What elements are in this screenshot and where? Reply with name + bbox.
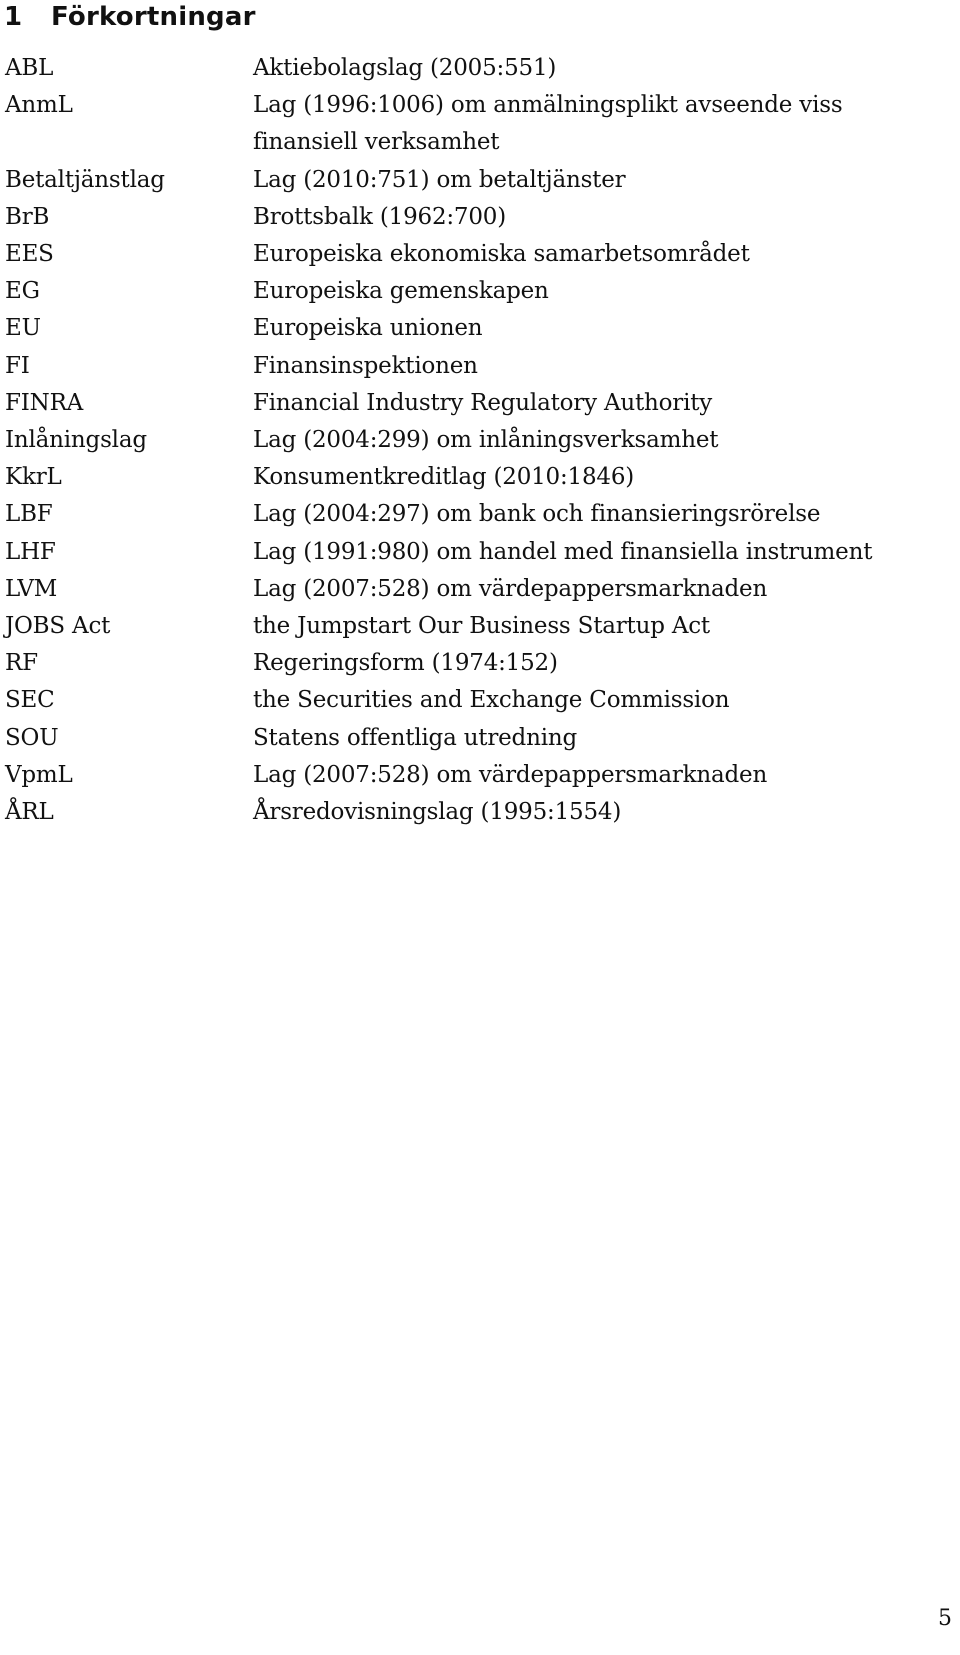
abbreviation-row xyxy=(5,87,935,161)
abbreviation-definition: Europeiska gemenskapen xyxy=(253,278,549,305)
abbreviation-row xyxy=(5,757,935,794)
abbreviation-term: EG xyxy=(5,278,40,305)
abbreviation-row xyxy=(5,720,935,757)
abbreviation-row xyxy=(5,682,935,719)
abbreviation-term: AnmL xyxy=(5,92,73,119)
abbreviation-definition: Lag (2007:528) om värdepappersmarknaden xyxy=(253,761,768,788)
abbreviation-definition: Lag (1996:1006) om anmälningsplikt avseende viss finansiell verksamhet xyxy=(253,92,843,156)
abbreviation-definition: Årsredovisningslag (1995:1554) xyxy=(253,799,622,826)
abbreviation-definition: the Jumpstart Our Business Startup Act xyxy=(253,613,710,640)
abbreviation-row xyxy=(5,236,935,273)
abbreviation-row xyxy=(5,310,935,347)
abbreviation-row xyxy=(5,385,935,422)
abbreviation-term: ÅRL xyxy=(5,799,54,826)
abbreviation-term: VpmL xyxy=(5,761,73,788)
abbreviation-definition: Brottsbalk (1962:700) xyxy=(253,203,507,230)
section-heading xyxy=(0,0,256,34)
abbreviation-definition: Konsumentkreditlag (2010:1846) xyxy=(253,464,635,491)
section-title: Förkortningar xyxy=(51,2,256,32)
abbreviation-definition: Lag (1991:980) om handel med finansiella instrument xyxy=(253,538,873,565)
abbreviation-row xyxy=(5,496,935,533)
abbreviation-definition: Lag (2004:299) om inlåningsverksamhet xyxy=(253,427,719,454)
abbreviation-definition: Lag (2010:751) om betaltjänster xyxy=(253,166,626,193)
abbreviation-row xyxy=(5,534,935,571)
abbreviation-row xyxy=(5,273,935,310)
abbreviation-definition: the Securities and Exchange Commission xyxy=(253,687,730,714)
abbreviation-row xyxy=(5,199,935,236)
abbreviation-term: LBF xyxy=(5,501,53,528)
abbreviation-term: SOU xyxy=(5,724,59,751)
abbreviation-row xyxy=(5,794,935,831)
abbreviation-term: FI xyxy=(5,352,30,379)
abbreviation-term: FINRA xyxy=(5,389,84,416)
abbreviation-definition: Lag (2007:528) om värdepappersmarknaden xyxy=(253,575,768,602)
abbreviation-term: EU xyxy=(5,315,41,342)
abbreviation-term: BrB xyxy=(5,203,50,230)
abbreviation-row xyxy=(5,645,935,682)
abbreviation-definition: Financial Industry Regulatory Authority xyxy=(253,389,713,416)
abbreviation-row xyxy=(5,162,935,199)
abbreviation-definition: Lag (2004:297) om bank och finansieringsrörelse xyxy=(253,501,821,528)
abbreviation-definition: Europeiska ekonomiska samarbetsområdet xyxy=(253,241,750,268)
abbreviation-row xyxy=(5,50,935,87)
abbreviation-term: JOBS Act xyxy=(5,613,111,640)
abbreviation-term: KkrL xyxy=(5,464,62,491)
abbreviation-row xyxy=(5,422,935,459)
abbreviation-definition: Statens offentliga utredning xyxy=(253,724,577,751)
abbreviation-row xyxy=(5,608,935,645)
abbreviation-definition: Aktiebolagslag (2005:551) xyxy=(253,55,557,81)
abbreviation-term: RF xyxy=(5,650,38,677)
abbreviation-list xyxy=(5,50,935,831)
abbreviation-term: LVM xyxy=(5,575,58,602)
abbreviation-term: LHF xyxy=(5,538,56,565)
abbreviation-row xyxy=(5,571,935,608)
abbreviation-term: EES xyxy=(5,241,54,268)
section-number: 1 xyxy=(4,2,23,32)
abbreviation-term: Inlåningslag xyxy=(5,427,147,454)
page-number: 5 xyxy=(938,1606,952,1631)
abbreviation-row xyxy=(5,459,935,496)
abbreviation-definition: Finansinspektionen xyxy=(253,352,478,379)
abbreviation-definition: Regeringsform (1974:152) xyxy=(253,650,558,677)
abbreviation-term: ABL xyxy=(5,55,54,81)
abbreviation-term: Betaltjänstlag xyxy=(5,166,165,193)
abbreviation-definition: Europeiska unionen xyxy=(253,315,483,342)
abbreviation-term: SEC xyxy=(5,687,55,714)
abbreviation-row xyxy=(5,348,935,385)
